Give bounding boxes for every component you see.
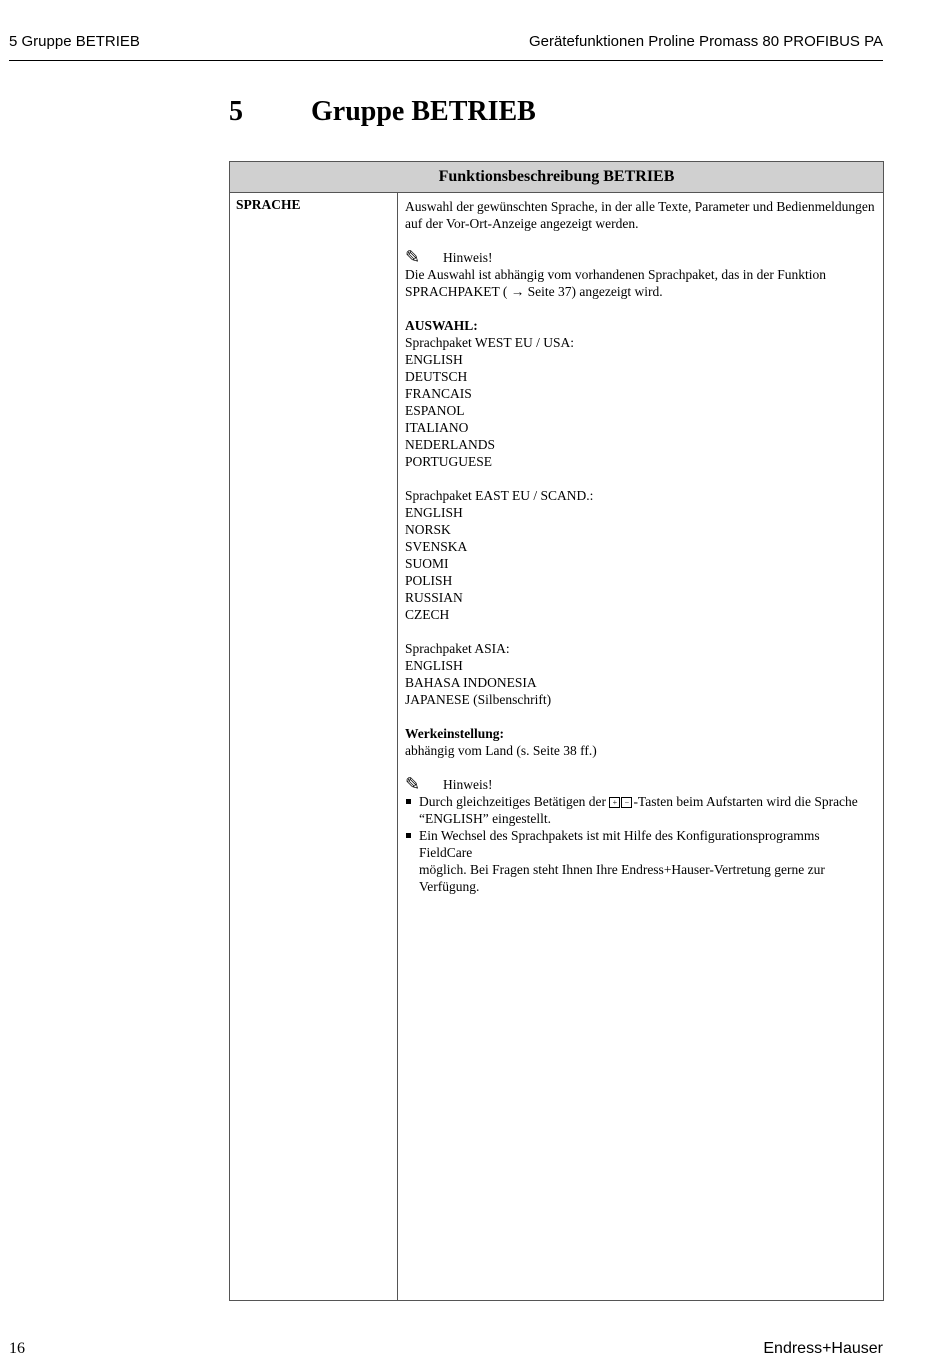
package-title: Sprachpaket EAST EU / SCAND.: [405,488,594,503]
language-option: JAPANESE (Silbenschrift) [405,692,552,707]
package-east [405,487,875,623]
bullet-text: möglich. Bei Fragen steht Ihnen Ihre Endress+Hauser-Vertretung gerne zur [419,862,825,877]
factory-setting-value: abhängig vom Land (s. Seite 38 ff.) [405,743,597,758]
language-option: NORSK [405,522,451,537]
footer-brand: Endress+Hauser [763,1340,883,1357]
factory-setting-label: Werkeinstellung: [405,726,505,741]
language-option: ESPANOL [405,403,465,418]
language-option: PORTUGUESE [405,454,492,469]
bullet-text: Ein Wechsel des Sprachpakets ist mit Hilfe des Konfigurationsprogramms FieldCare [419,828,820,860]
chapter-title: Gruppe BETRIEB [311,96,536,127]
function-table [229,161,884,1301]
description [405,198,875,232]
minus-key-icon: − [621,797,632,808]
note-2 [405,776,875,895]
description-line: Auswahl der gewünschten Sprache, in der alle Texte, Parameter und Bedienmeldungen [405,199,875,214]
package-title: Sprachpaket WEST EU / USA: [405,335,574,350]
auswahl-label: AUSWAHL: [405,318,478,333]
language-option: SUOMI [405,556,449,571]
description-line: auf der Vor-Ort-Anzeige angezeigt werden. [405,216,639,231]
bullet-text: “ENGLISH” eingestellt. [419,811,551,826]
factory-setting [405,725,875,759]
note-title: Hinweis! [443,777,493,792]
note-bullet [405,827,875,895]
language-option: NEDERLANDS [405,437,495,452]
running-header-chapter: 5 Gruppe BETRIEB [9,33,140,50]
pencil-icon: ✎ [405,774,421,794]
language-option: SVENSKA [405,539,468,554]
running-header-title: Gerätefunktionen Proline Promass 80 PROFIBUS PA [528,33,883,50]
note-line: SPRACHPAKET ( → Seite 37) angezeigt wird. [405,284,663,299]
note-line: Die Auswahl ist abhängig vom vorhandenen Sprachpaket, das in der Funktion [405,267,827,282]
language-option: ENGLISH [405,505,463,520]
bullet-text: Durch gleichzeitiges Betätigen der [419,794,607,809]
language-option: FRANCAIS [405,386,472,401]
language-option: RUSSIAN [405,590,463,605]
language-option: POLISH [405,573,453,588]
plus-key-icon: + [609,797,620,808]
note-bullet-list [405,793,875,895]
table-heading: Funktionsbeschreibung BETRIEB [230,162,883,193]
note-bullet [405,793,875,827]
language-option: ITALIANO [405,420,469,435]
function-name: SPRACHE [236,197,301,212]
auswahl-block [405,317,875,470]
note-title: Hinweis! [443,250,493,265]
package-asia [405,640,875,708]
bullet-text: Verfügung. [419,879,480,894]
language-option: BAHASA INDONESIA [405,675,537,690]
package-title: Sprachpaket ASIA: [405,641,510,656]
header-rule [9,60,883,61]
function-name-column [230,193,398,1300]
page-number: 16 [9,1340,25,1357]
note-heading [405,776,875,793]
bullet-text: -Tasten beim Aufstarten wird die Sprache [633,794,858,809]
note-1 [405,249,875,300]
language-option: DEUTSCH [405,369,468,384]
language-option: ENGLISH [405,658,463,673]
chapter-number: 5 [229,96,243,127]
language-option: CZECH [405,607,450,622]
pencil-icon: ✎ [405,247,421,267]
function-description-column [405,193,875,912]
language-option: ENGLISH [405,352,463,367]
note-heading [405,249,875,266]
